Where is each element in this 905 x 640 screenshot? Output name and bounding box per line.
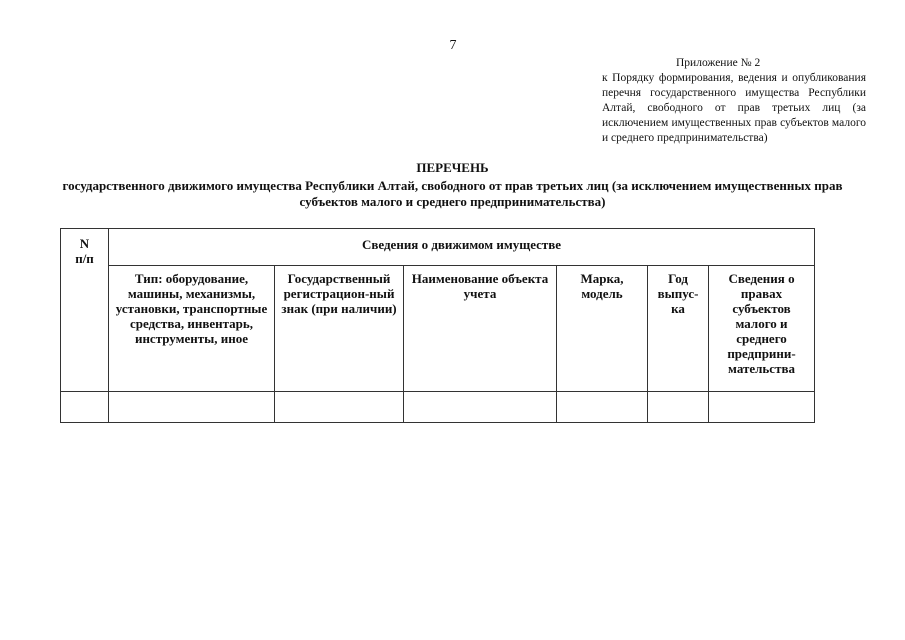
table-cell (404, 392, 557, 423)
table-header-row (61, 229, 815, 266)
column-header-sme-rights: Сведения о правах субъектов малого и среднего предприни-мательства (709, 266, 815, 392)
document-title: ПЕРЕЧЕНЬ (416, 160, 489, 175)
property-table (60, 228, 815, 423)
column-header-object-name: Наименование объекта учета (404, 266, 557, 392)
column-header-number-label: N п/п (75, 236, 94, 266)
table-row (61, 392, 815, 423)
column-header-brand-model: Марка, модель (557, 266, 648, 392)
column-header-reg-sign: Государственный регистрацион-ный знак (при наличии) (275, 266, 404, 392)
column-header-number (61, 229, 109, 392)
table-cell (109, 392, 275, 423)
table-cell (61, 392, 109, 423)
table-cell (709, 392, 815, 423)
table-subheader-row (61, 266, 815, 392)
column-header-type: Тип: оборудование, машины, механизмы, установки, транспортные средства, инвентарь, инструменты, иное (109, 266, 275, 392)
page-number: 7 (449, 38, 457, 53)
appendix-title: Приложение № 2 (676, 57, 761, 69)
document-subtitle: государственного движимого имущества Республики Алтай, свободного от прав третьих лиц (за исключением имущественных прав субъектов малого и среднего предпринимательства) (62, 178, 843, 209)
table-cell (648, 392, 709, 423)
column-header-year: Год выпус-ка (648, 266, 709, 392)
table-cell (557, 392, 648, 423)
table-cell (275, 392, 404, 423)
appendix-text: к Порядку формирования, ведения и опубликования перечня государственного имущества Республики Алтай, свободного от прав третьих лиц (за исключением имущественных прав субъектов малого и среднего предпринимательства) (602, 72, 866, 144)
group-header: Сведения о движимом имуществе (109, 229, 815, 266)
